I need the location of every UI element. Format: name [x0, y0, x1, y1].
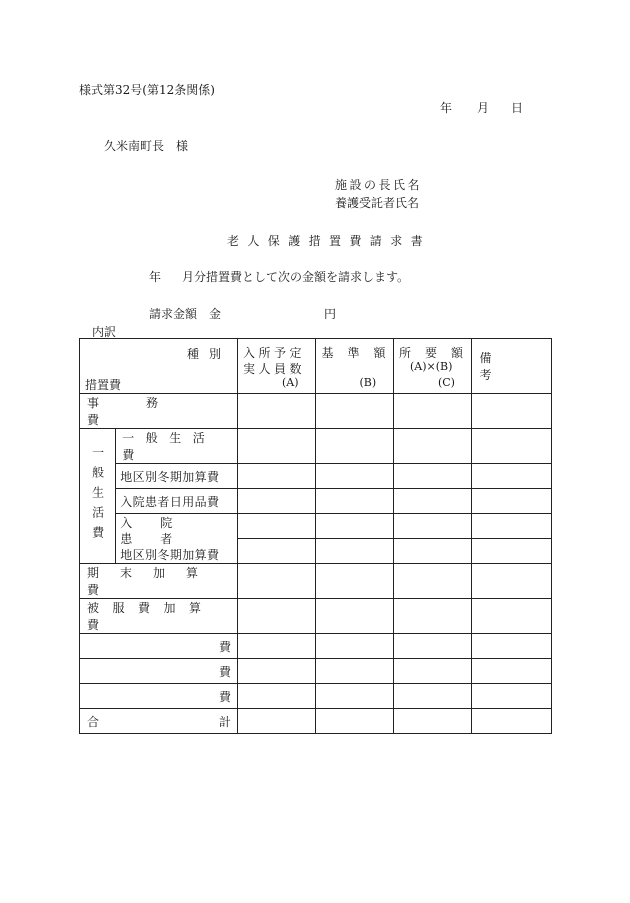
cell-blank — [316, 599, 393, 634]
header-measure: 措置費 — [85, 378, 122, 392]
header-count-cell — [237, 339, 315, 394]
cell-blank — [472, 709, 552, 734]
table-row — [80, 394, 552, 429]
header-count-mark: (A) — [281, 376, 299, 389]
table-row — [80, 564, 552, 599]
row-extra-3: 費 — [218, 689, 231, 704]
header-count-line2: 実人員数 — [242, 362, 305, 376]
cell-blank — [237, 564, 315, 599]
addressee: 久米南町長 様 — [104, 139, 189, 153]
cell-blank — [393, 684, 471, 709]
row-office-text: 事務費 — [87, 396, 206, 427]
sub-general: 一般生活費 — [122, 431, 217, 462]
table-row — [80, 489, 552, 514]
document-title: 老人保護措置費請求書 — [227, 234, 432, 248]
row-total-1: 合 — [87, 714, 100, 729]
cell-blank — [472, 489, 552, 514]
cell-blank — [237, 464, 315, 489]
cell-blank — [316, 489, 393, 514]
sub-hosp-winter-line1: 入院患者 — [120, 515, 201, 546]
cell-blank — [472, 564, 552, 599]
table-row — [80, 514, 552, 539]
row-extra-label — [80, 659, 238, 684]
cell-blank — [393, 564, 471, 599]
row-extra-label — [80, 684, 238, 709]
header-type: 種別 — [186, 347, 231, 361]
table-row — [80, 464, 552, 489]
cell-blank — [393, 634, 471, 659]
sub-hospital-cell — [116, 489, 238, 514]
cell-blank — [472, 684, 552, 709]
cell-blank — [472, 464, 552, 489]
cell-blank — [237, 599, 315, 634]
header-note: 備考 — [479, 351, 537, 382]
cell-blank — [316, 429, 393, 464]
header-base-mark: (B) — [359, 376, 377, 389]
general-group-label: 一般生活費 — [90, 446, 105, 546]
table-row — [80, 659, 552, 684]
header-base: 基準額 — [321, 346, 400, 360]
table-row — [80, 429, 552, 464]
row-extra-label — [80, 634, 238, 659]
cell-blank — [393, 429, 471, 464]
header-note-cell — [472, 339, 552, 394]
cell-blank — [237, 684, 315, 709]
header-base-cell — [316, 339, 400, 394]
date-day: 日 — [511, 101, 524, 115]
table-row — [80, 599, 552, 634]
row-term-end: 期末加算費 — [87, 566, 220, 597]
amount-label: 請求金額 金 — [149, 307, 222, 321]
cell-blank — [393, 394, 471, 429]
row-office-label — [80, 394, 238, 429]
cell-blank — [237, 514, 315, 539]
table-row — [80, 684, 552, 709]
row-clothing-label — [80, 599, 238, 634]
cell-blank — [237, 489, 315, 514]
sub-winter: 地区別冬期加算費 — [120, 469, 220, 484]
cell-blank — [393, 464, 471, 489]
cell-blank — [316, 514, 393, 539]
header-type-cell — [80, 339, 238, 394]
header-required-mark: (C) — [437, 376, 455, 389]
sub-hospital: 入院患者日用品費 — [120, 494, 220, 509]
trustee-name: 養護受託者氏名 — [335, 196, 420, 210]
cell-blank — [237, 539, 315, 564]
cell-blank — [393, 539, 471, 564]
cell-blank — [393, 659, 471, 684]
row-total-label — [80, 709, 238, 734]
form-number: 様式第32号(第12条関係) — [79, 83, 215, 97]
cell-blank — [237, 709, 315, 734]
header-count-line1: 入所予定 — [242, 346, 305, 360]
amount-unit: 円 — [324, 307, 337, 321]
cell-blank — [237, 634, 315, 659]
header-required-formula: (A)×(B) — [409, 360, 453, 373]
sub-general-cell — [116, 429, 238, 464]
cell-blank — [316, 709, 393, 734]
general-group-cell — [80, 429, 116, 564]
cell-blank — [472, 659, 552, 684]
cell-blank — [393, 514, 471, 539]
cell-blank — [316, 684, 393, 709]
sub-winter-cell — [116, 464, 238, 489]
statement-text: 月分措置費として次の金額を請求します。 — [182, 270, 410, 284]
cell-blank — [316, 394, 393, 429]
cell-blank — [316, 539, 393, 564]
sub-hosp-winter-cell — [116, 514, 238, 564]
cell-blank — [472, 539, 552, 564]
header-required: 所要額 — [398, 346, 477, 360]
breakdown-table — [79, 338, 552, 734]
table-row — [80, 709, 552, 734]
cell-blank — [316, 634, 393, 659]
cell-blank — [316, 659, 393, 684]
cell-blank — [393, 709, 471, 734]
statement-year: 年 — [149, 270, 162, 284]
table-row — [80, 634, 552, 659]
row-term-end-label — [80, 564, 238, 599]
row-extra-1: 費 — [218, 639, 231, 654]
row-total-2: 計 — [218, 714, 231, 729]
table-header-row — [80, 339, 552, 394]
cell-blank — [237, 394, 315, 429]
cell-blank — [393, 489, 471, 514]
cell-blank — [472, 634, 552, 659]
breakdown-label: 内訳 — [92, 325, 117, 339]
cell-blank — [316, 464, 393, 489]
sub-hosp-winter-line2: 地区別冬期加算費 — [120, 547, 220, 562]
cell-blank — [237, 659, 315, 684]
cell-blank — [316, 564, 393, 599]
date-year: 年 — [440, 101, 453, 115]
cell-blank — [472, 394, 552, 429]
cell-blank — [237, 429, 315, 464]
row-extra-2: 費 — [218, 664, 231, 679]
header-required-cell — [393, 339, 477, 394]
cell-blank — [472, 599, 552, 634]
cell-blank — [393, 599, 471, 634]
row-clothing: 被服費加算費 — [87, 601, 215, 632]
date-month: 月 — [477, 101, 490, 115]
cell-blank — [472, 429, 552, 464]
facility-head-name: 施設の長氏名 — [335, 178, 423, 192]
cell-blank — [472, 514, 552, 539]
